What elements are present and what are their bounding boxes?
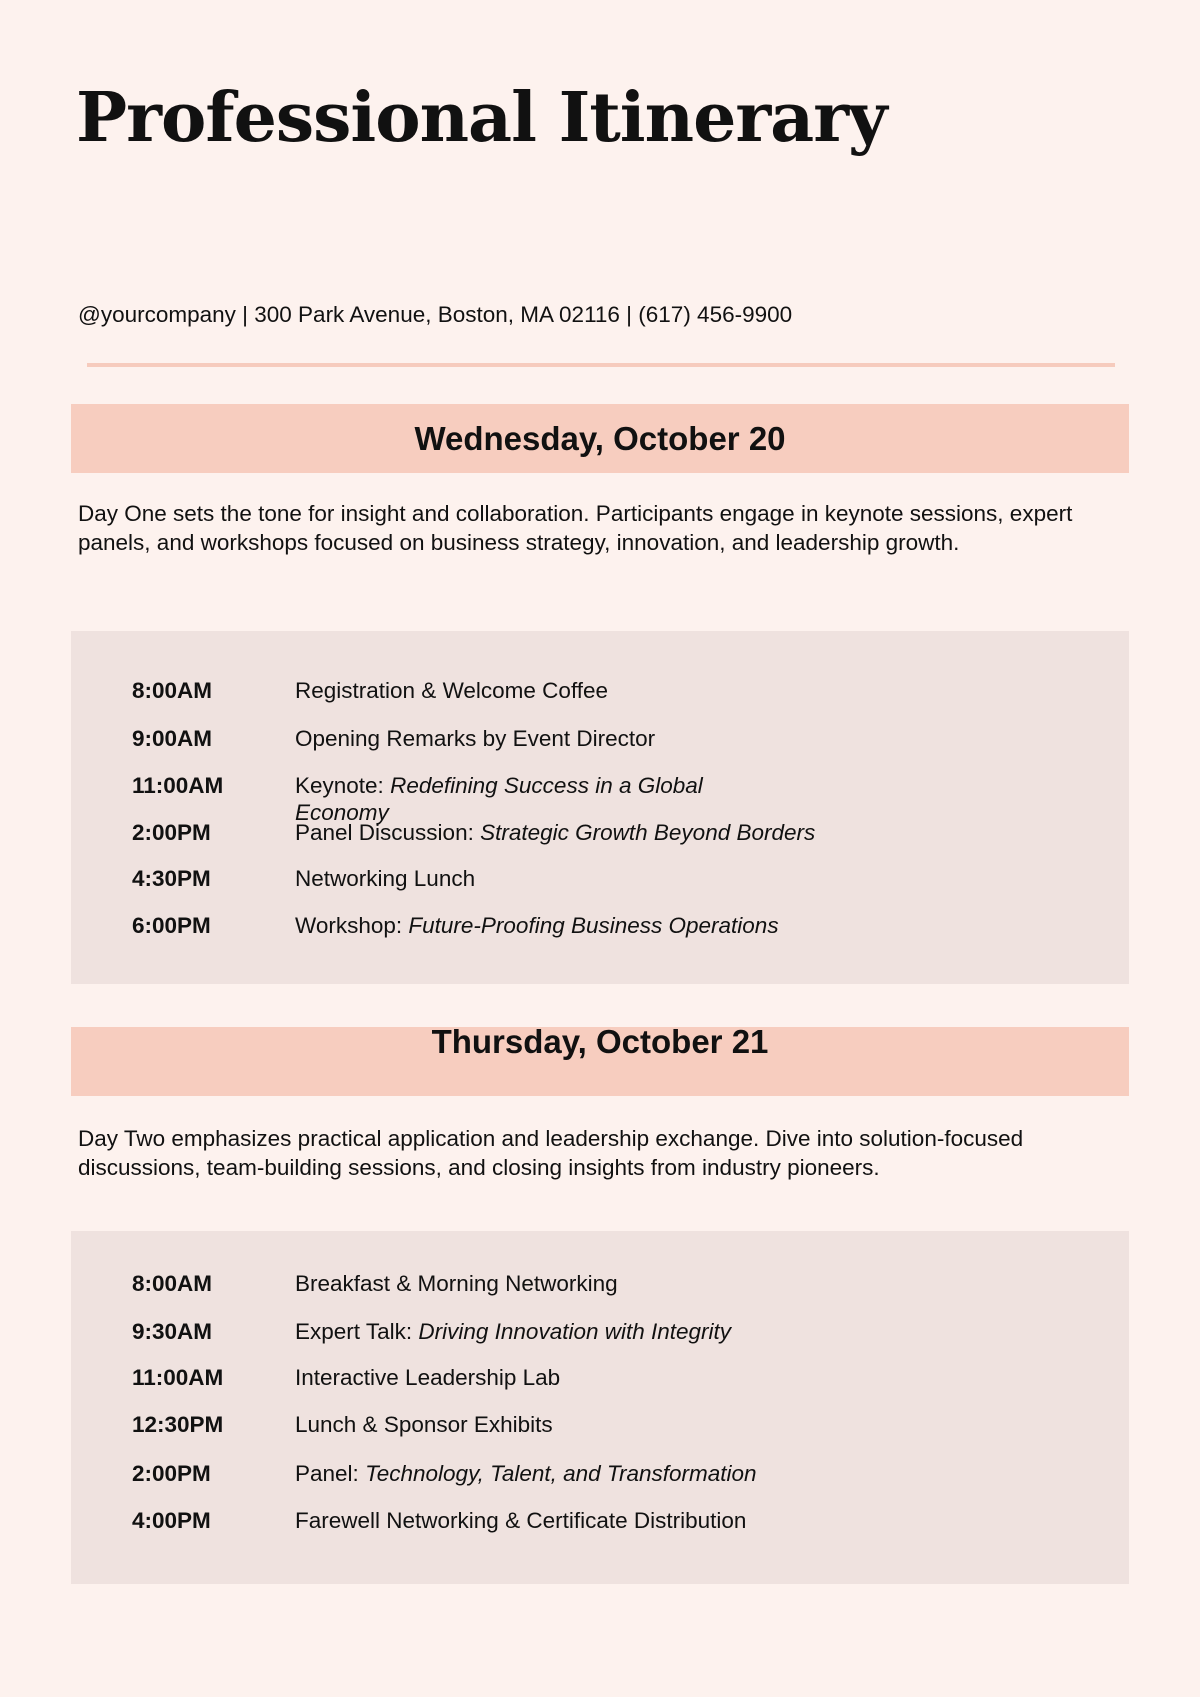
contact-line: @yourcompany | 300 Park Avenue, Boston, MA 02116 | (617) 456-9900 bbox=[78, 302, 793, 327]
event-time: 9:00AM bbox=[132, 726, 213, 751]
schedule-panel bbox=[71, 1231, 1129, 1584]
event-time: 11:00AM bbox=[132, 773, 224, 798]
event-time: 9:30AM bbox=[132, 1319, 213, 1344]
event-title: Networking Lunch bbox=[295, 866, 476, 891]
event-title: Interactive Leadership Lab bbox=[295, 1365, 561, 1390]
event-time: 4:30PM bbox=[132, 866, 211, 891]
event-title: Opening Remarks by Event Director bbox=[295, 726, 656, 751]
day-description: Day One sets the tone for insight and collaboration. Participants engage in keynote sessions, expert panels, and workshops focused on business strategy, innovation, and leadership growth. bbox=[78, 501, 1073, 555]
event-time: 8:00AM bbox=[132, 1271, 213, 1296]
event-time: 6:00PM bbox=[132, 913, 211, 938]
event-title: Panel: Technology, Talent, and Transformation bbox=[295, 1461, 757, 1486]
event-time: 2:00PM bbox=[132, 1461, 211, 1486]
day-description: Day Two emphasizes practical application and leadership exchange. Dive into solution-focused discussions, team-building sessions, and closing insights from industry pioneers. bbox=[78, 1126, 1024, 1180]
event-title: Panel Discussion: Strategic Growth Beyond Borders bbox=[295, 820, 816, 845]
event-time: 11:00AM bbox=[132, 1365, 224, 1390]
event-title: Keynote: Redefining Success in a Global Economy bbox=[295, 773, 703, 825]
event-title: Workshop: Future-Proofing Business Operations bbox=[295, 913, 779, 938]
page-title: Professional Itinerary bbox=[76, 78, 887, 158]
day-heading: Wednesday, October 20 bbox=[71, 404, 1129, 473]
event-time: 8:00AM bbox=[132, 678, 213, 703]
event-title: Expert Talk: Driving Innovation with Integrity bbox=[295, 1319, 732, 1344]
event-title: Registration & Welcome Coffee bbox=[295, 678, 609, 703]
schedule-panel bbox=[71, 631, 1129, 984]
event-time: 12:30PM bbox=[132, 1412, 224, 1437]
event-title: Breakfast & Morning Networking bbox=[295, 1271, 618, 1296]
event-time: 4:00PM bbox=[132, 1508, 211, 1533]
event-title: Farewell Networking & Certificate Distribution bbox=[295, 1508, 747, 1533]
day-heading: Thursday, October 21 bbox=[71, 1027, 1129, 1096]
event-time: 2:00PM bbox=[132, 820, 211, 845]
event-title: Lunch & Sponsor Exhibits bbox=[295, 1412, 553, 1437]
divider bbox=[87, 363, 1115, 367]
